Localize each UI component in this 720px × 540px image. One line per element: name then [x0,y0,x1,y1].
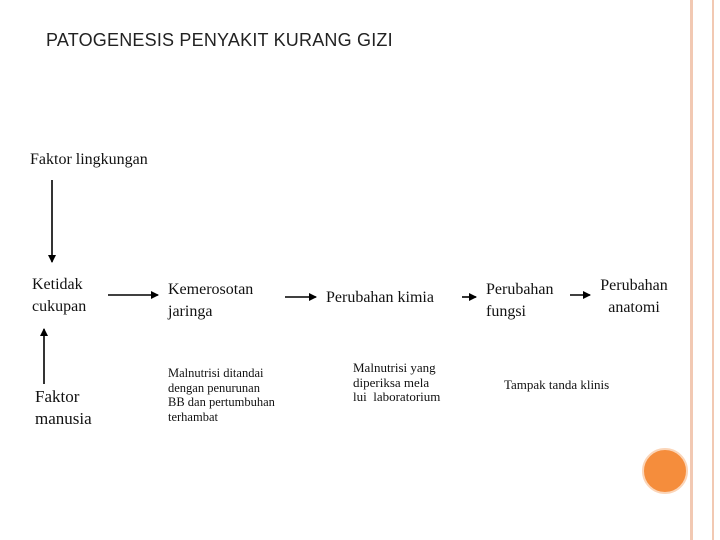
node-perubahan-anatomi-line2: anatomi [608,299,660,316]
node-perubahan-fungsi-line1: Perubahan [486,281,554,298]
node-faktor-manusia-line2: manusia [35,409,92,428]
node-ketidak-cukupan-line1: Ketidak [32,276,83,293]
note-malnutrisi-ditandai-line2: dengan penurunan [168,380,260,395]
note-malnutrisi-ditandai-line4: terhambat [168,409,218,424]
node-perubahan-anatomi-line1: Perubahan [600,277,668,294]
note-tampak-tanda-klinis: Tampak tanda klinis [504,377,610,392]
node-ketidak-cukupan-line2: cukupan [32,298,87,315]
node-faktor-manusia-line1: Faktor [35,387,80,406]
note-malnutrisi-diperiksa-line2: diperiksa mela [353,374,430,390]
page-title: PATOGENESIS PENYAKIT KURANG GIZI [46,30,393,50]
note-malnutrisi-ditandai-line3: BB dan pertumbuhan [168,395,275,409]
node-faktor-lingkungan: Faktor lingkungan [30,151,148,168]
node-perubahan-kimia: Perubahan kimia [326,289,434,306]
node-perubahan-fungsi-line2: fungsi [486,303,526,320]
note-malnutrisi-diperiksa-line1: Malnutrisi yang [353,360,436,375]
note-malnutrisi-diperiksa-line3: lui laboratorium [353,389,441,404]
node-kemerosotan-jaringa-line2: jaringa [168,303,213,320]
node-kemerosotan-jaringa-line1: Kemerosotan [168,281,254,298]
note-malnutrisi-ditandai-line1: Malnutrisi ditandai [168,366,264,380]
decorative-orange-circle [642,448,688,494]
